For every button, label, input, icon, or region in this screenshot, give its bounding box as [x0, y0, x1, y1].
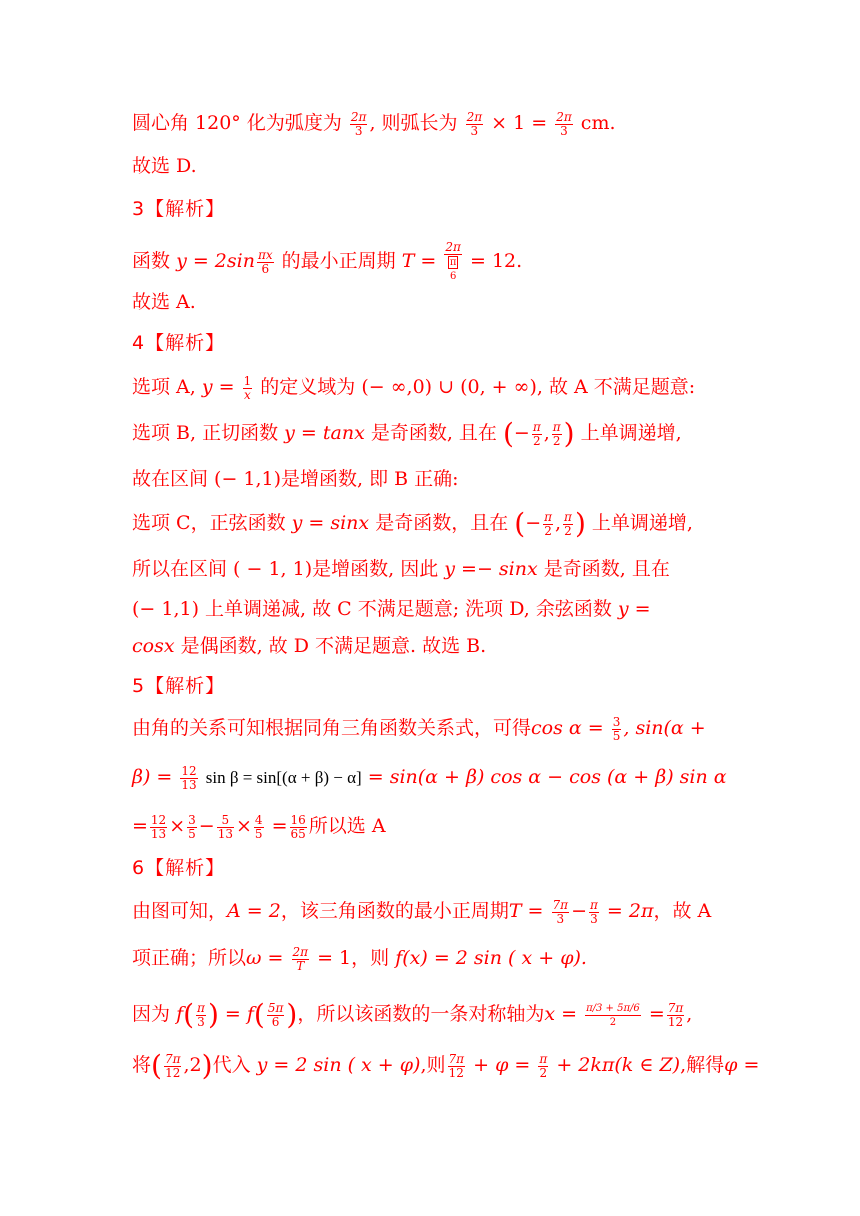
text: 由角的关系可知根据同角三角函数关系式，可得 — [132, 717, 532, 739]
math-text: cos α = — [531, 717, 604, 739]
interval: (− $\frac{\pi}{2}$ , $\frac{\pi}{2}$ ) — [502, 417, 575, 450]
math-image-text: sin β = sin[(α + β) − α] — [205, 768, 362, 787]
fraction: $\frac{2\pi}{T}$ — [292, 944, 309, 973]
math-text: cosx — [132, 635, 175, 657]
math-text: β) = — [132, 766, 173, 788]
text: 是奇函数, 且在 — [543, 558, 670, 580]
solution-line: 将( $\frac{7\pi}{12}$ ,2)代入 y = 2 sin ( x + φ),则 $\frac{7\pi}{12}$ + φ = $\frac{\pi}{2}$ + 2kπ(k ∈ Z),解得φ = — [132, 1049, 760, 1082]
text: cm. — [580, 112, 616, 134]
section-heading: 4【解析】 — [132, 332, 226, 354]
solution-line — [132, 556, 752, 582]
fraction: $\frac{3}{5}$ — [612, 714, 621, 743]
section-heading: 3【解析】 — [132, 198, 226, 220]
text: ，则 — [351, 947, 390, 969]
math-text: T = — [508, 900, 544, 922]
text: ,解得 — [680, 1054, 725, 1076]
math-text: x = — [544, 1003, 578, 1025]
text: 将 — [132, 1054, 152, 1076]
solution-line — [132, 110, 752, 138]
text: 上单调递增, — [580, 422, 682, 444]
solution-line — [132, 417, 752, 450]
math-text: y = 2 sin ( x + φ) — [256, 1054, 421, 1076]
fraction: $\frac{2\pi}{3}$ — [556, 109, 572, 138]
fraction: $\frac{16}{65}$ — [290, 812, 306, 841]
solution-line: 由图可知，A = 2，该三角函数的最小正周期T = $\frac{7\pi}{3}$ − $\frac{\pi}{3}$ = 2π，故 A — [132, 897, 712, 926]
fraction: $\frac{\pi x}{6}$ — [257, 247, 273, 276]
fraction: $\frac{2\pi}{3}$ — [466, 109, 483, 138]
fraction: 2π π 6 — [445, 240, 461, 282]
answer-line: 故选 A. — [132, 291, 196, 313]
fraction: $\frac{2\pi}{3}$ — [350, 109, 367, 138]
section-heading: 6【解析】 — [132, 857, 226, 879]
fraction: $\frac{\pi}{2}$ — [539, 1051, 548, 1080]
solution-line: 因为 f( $\frac{\pi}{3}$ ) = f( $\frac{5\pi}{6}$ )，所以该函数的一条对称轴为x = $\frac{\pi/3 + 5\pi/6}{2}$ = $\frac{7\pi}{12}$ , — [132, 998, 693, 1031]
interval: (− $\frac{\pi}{2}$ , $\frac{\pi}{2}$ ) — [514, 507, 586, 540]
math-text: y = — [201, 376, 235, 398]
fraction: $\frac{\pi}{3}$ — [197, 1000, 205, 1029]
text: 故 A 不满足题意: — [548, 376, 696, 398]
math-text: y = — [617, 598, 651, 620]
answer-line: 故选 D. — [132, 155, 197, 177]
solution-line — [132, 715, 752, 743]
text: 的最小正周期 — [281, 250, 396, 272]
text: 选项 B, 正切函数 — [132, 422, 279, 444]
math-text: = 12. — [469, 250, 523, 272]
text: 是偶函数, 故 D 不满足题意. 故选 B. — [180, 635, 487, 657]
solution-line — [132, 764, 752, 792]
text: 是奇函数, 且在 — [370, 422, 497, 444]
fraction: $\frac{\pi/3 + 5\pi/6}{2}$ — [586, 1002, 640, 1028]
fraction: $\frac{4}{5}$ — [254, 812, 263, 841]
fraction: $\frac{7\pi}{12}$ — [164, 1051, 181, 1080]
text: , 则弧长为 — [369, 112, 458, 134]
math-text: (− ∞,0) ∪ (0, + ∞), — [361, 376, 543, 398]
text: ，故 A — [653, 900, 712, 922]
text: 代入 — [212, 1054, 251, 1076]
fraction: $\frac{5}{13}$ — [217, 812, 233, 841]
math-text: y =− sinx — [444, 558, 538, 580]
text: ，所以该函数的一条对称轴为 — [297, 1003, 545, 1025]
fraction: $\frac{12}{13}$ — [150, 812, 167, 841]
math-text: y = tanx — [284, 422, 365, 444]
fraction: $\frac{3}{5}$ — [188, 812, 196, 841]
text: 项正确；所以 — [132, 947, 247, 969]
math-text: = 2π — [606, 900, 654, 922]
fraction: $\frac{\pi}{3}$ — [589, 897, 598, 926]
math-text: f(x) = 2 sin ( x + φ). — [395, 947, 587, 969]
solution-line: 故在区间 (− 1,1)是增函数, 即 B 正确: — [132, 468, 459, 490]
fraction: $\frac{7\pi}{12}$ — [667, 1000, 684, 1029]
text: 选项 C，正弦函数 — [132, 512, 286, 534]
math-text: , sin(α + — [623, 717, 706, 739]
text: 由图可知， — [132, 900, 228, 922]
solution-line — [132, 596, 752, 622]
text: 是奇函数，且在 — [375, 512, 509, 534]
text: 函数 — [132, 250, 171, 272]
solution-line — [132, 945, 752, 973]
text: 上单调递增, — [591, 512, 693, 534]
fraction: $\frac{7\pi}{12}$ — [448, 1051, 465, 1080]
solution-line — [132, 374, 752, 402]
text: (− 1,1) 上单调递减, 故 C 不满足题意; 洗项 D, 余弦函数 — [132, 598, 612, 620]
math-text: × 1 = — [491, 112, 548, 134]
fraction: $\frac{12}{13}$ — [181, 763, 197, 792]
text: 圆心角 120° 化为弧度为 — [132, 112, 342, 134]
math-text: T = — [401, 250, 437, 272]
math-text: y = sinx — [291, 512, 370, 534]
text: 所以选 A — [308, 815, 386, 837]
text: 的定义域为 — [260, 376, 356, 398]
math-text: = f — [224, 1003, 254, 1025]
text: 所以在区间 ( − 1, 1)是增函数, 因此 — [132, 558, 439, 580]
math-text: ω = — [246, 947, 284, 969]
math-text: + φ = — [473, 1054, 531, 1076]
math-text: = — [132, 815, 148, 837]
math-text: = 1 — [317, 947, 352, 969]
solution-line — [132, 507, 752, 540]
math-text: φ = — [724, 1054, 760, 1076]
math-text: f — [176, 1003, 184, 1025]
math-text: y = 2sin — [176, 250, 255, 272]
section-heading: 5【解析】 — [132, 675, 226, 697]
math-text: = sin(α + β) cos α − cos (α + β) sin α — [367, 766, 727, 788]
solution-line — [132, 241, 752, 283]
math-text: + 2kπ(k ∈ Z) — [556, 1054, 681, 1076]
fraction: $\frac{7\pi}{3}$ — [552, 897, 569, 926]
solution-line — [132, 633, 752, 659]
text: 选项 A, — [132, 376, 196, 398]
text: ,则 — [420, 1054, 446, 1076]
fraction: $\frac{1}{x}$ — [243, 373, 252, 402]
fraction: $\frac{5\pi}{6}$ — [267, 1000, 284, 1029]
text: ，该三角函数的最小正周期 — [280, 900, 509, 922]
math-text: A = 2 — [227, 900, 281, 922]
text: 因为 — [132, 1003, 171, 1025]
solution-line: = $\frac{12}{13}$ × $\frac{3}{5}$ − $\frac{5}{13}$ × $\frac{4}{5}$ = $\frac{16}{65}$ 所以选 A — [132, 812, 386, 841]
